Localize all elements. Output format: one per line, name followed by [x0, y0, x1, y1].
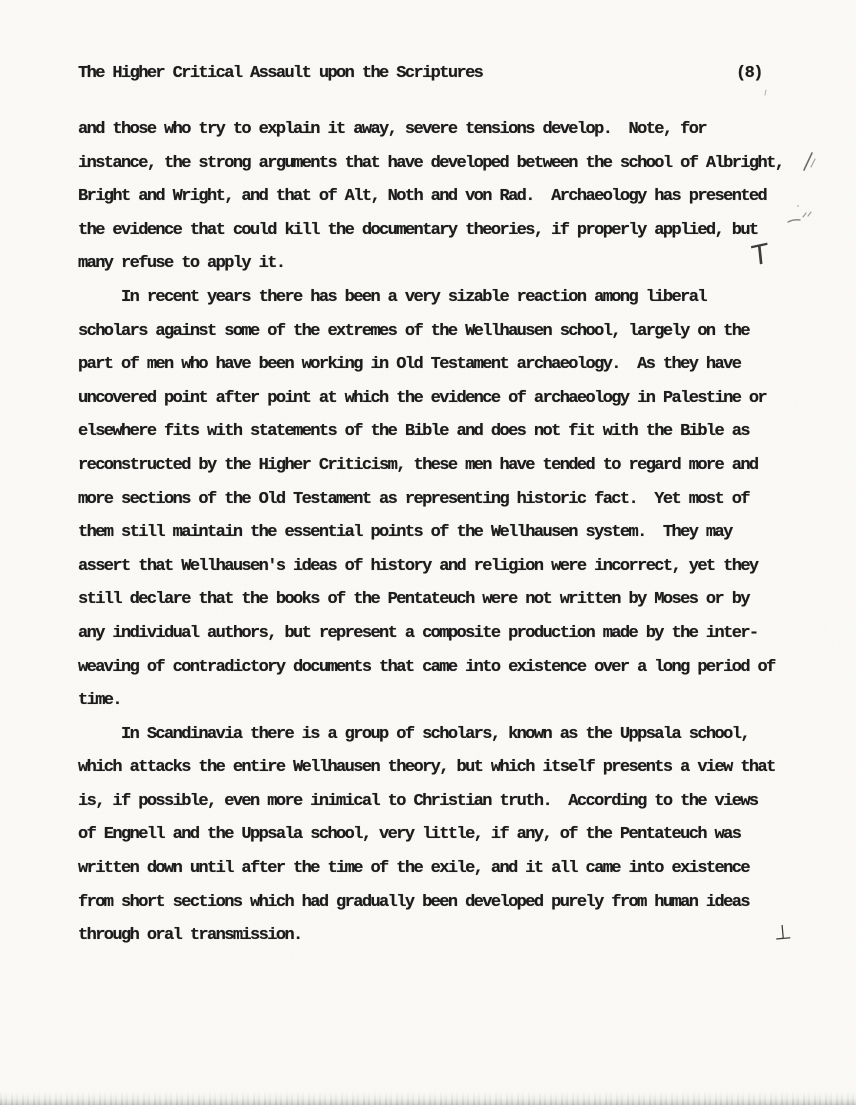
typed-line: part of men who have been working in Old Testament archaeology. As they have [78, 355, 741, 375]
typed-line: many refuse to apply it. [78, 254, 285, 274]
typed-line: scholars against some of the extremes of the Wellhausen school, largely on the [78, 321, 749, 341]
typed-line: time. [78, 691, 122, 711]
document-body [78, 113, 818, 953]
typed-line: of Engnell and the Uppsala school, very little, if any, of the Pentateuch was [78, 825, 741, 845]
typed-line: any individual authors, but represent a composite production made by the inter- [78, 623, 758, 643]
typed-line: is, if possible, even more inimical to Christian truth. According to the views [78, 791, 758, 811]
typed-line: written down until after the time of the exile, and it all came into existence [78, 859, 749, 879]
typed-line: uncovered point after point at which the evidence of archaeology in Palestine or [78, 388, 767, 408]
typed-line: Bright and Wright, and that of Alt, Noth and von Rad. Archaeology has presented [78, 187, 767, 207]
typed-line: through oral transmission. [78, 926, 302, 946]
page-header [78, 64, 794, 88]
typed-line: In recent years there has been a very sizable reaction among liberal [78, 287, 706, 307]
typed-line: In Scandinavia there is a group of scholars, known as the Uppsala school, [78, 724, 749, 744]
handwritten-t-mark: T [750, 238, 770, 273]
typed-line: more sections of the Old Testament as representing historic fact. Yet most of [78, 489, 749, 509]
scan-shadow-bottom-edge [0, 1091, 856, 1105]
page-number: (8) [736, 64, 762, 83]
ink-speck [763, 88, 771, 98]
typed-line: them still maintain the essential points of the Wellhausen system. They may [78, 523, 732, 543]
typed-line: assert that Wellhausen's ideas of history and religion were incorrect, yet they [78, 556, 758, 576]
typed-line: and those who try to explain it away, severe tensions develop. Note, for [78, 120, 706, 139]
typed-line: reconstructed by the Higher Criticism, these men have tended to regard more and [78, 455, 758, 475]
typed-line: from short sections which had gradually been developed purely from human ideas [78, 892, 749, 912]
typed-line: elsewhere fits with statements of the Bible and does not fit with the Bible as [78, 422, 749, 442]
typed-line: the evidence that could kill the documentary theories, if properly applied, but [78, 220, 758, 240]
typed-line: instance, the strong arguments that have developed between the school of Albright, [78, 153, 784, 173]
typed-line: weaving of contradictory documents that came into existence over a long period of [78, 657, 775, 677]
document-title: The Higher Critical Assault upon the Scriptures [78, 64, 483, 83]
handwritten-tack-mark: ⊥ [772, 919, 793, 945]
typed-line: which attacks the entire Wellhausen theory, but which itself presents a view that [78, 758, 775, 778]
typed-line: still declare that the books of the Pentateuch were not written by Moses or by [78, 590, 749, 610]
